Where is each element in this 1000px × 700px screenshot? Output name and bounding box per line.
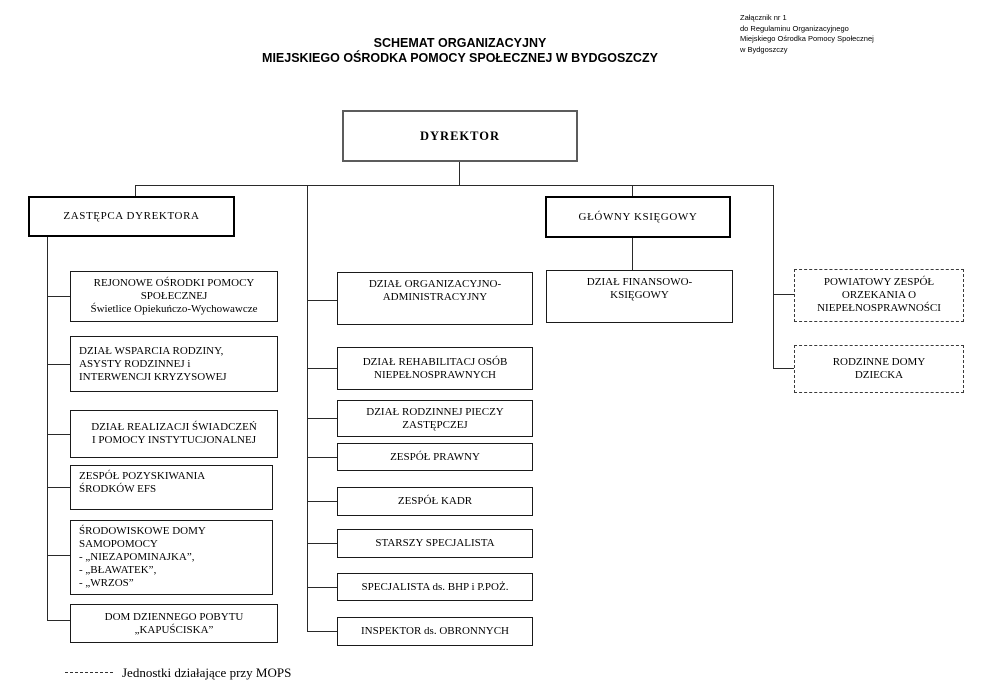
box-text-line: DZIAŁ FINANSOWO- (586, 276, 693, 288)
box-text-line: NIEPEŁNOSPRAWNYCH (374, 368, 496, 381)
org-box-starszy-specjalista (337, 529, 533, 558)
connector-stub (773, 294, 794, 295)
connector-deputy-drop (135, 185, 136, 196)
org-box-zespol-kadr (337, 487, 533, 516)
connector-stub (47, 487, 70, 488)
connector-middle-spine (307, 185, 308, 631)
legend-dashed-line-sample (65, 672, 113, 673)
box-text-line: ZASTĘPCA DYREKTORA (63, 210, 200, 222)
org-box-dzial-wsparcia-rodziny (70, 336, 278, 392)
box-text-line: STARSZY SPECJALISTA (375, 537, 495, 549)
box-text-line: ZESPÓŁ PRAWNY (390, 450, 480, 463)
box-text-line: ORZEKANIA O (841, 289, 917, 301)
box-text-line: ADMINISTRACYJNY (382, 291, 488, 303)
box-text-line: SPECJALISTA ds. BHP i P.POŻ. (361, 580, 509, 593)
org-box-dzial-finansowo-ksiegowy (546, 270, 733, 323)
box-text-line: ZASTĘPCZEJ (402, 418, 468, 431)
connector-stub (307, 457, 337, 458)
box-text-line: DZIAŁ WSPARCIA RODZINY, (79, 344, 224, 357)
box-text-line: DZIAŁ REALIZACJI ŚWIADCZEŃ (91, 421, 257, 433)
box-text-line: - „BŁAWATEK”, (79, 564, 157, 576)
connector-stub (47, 555, 70, 556)
box-text-line: DZIAŁ RODZINNEJ PIECZY (366, 405, 504, 418)
box-text-line: NIEPEŁNOSPRAWNOŚCI (817, 302, 941, 314)
connector-accountant-to-finance (632, 238, 633, 270)
legend-label: Jednostki działające przy MOPS (122, 665, 292, 680)
note-line: Miejskiego Ośrodka Pomocy Społecznej (740, 34, 874, 43)
box-text-line: REJONOWE OŚRODKI POMOCY (93, 277, 255, 289)
org-box-zespol-prawny (337, 443, 533, 471)
org-box-zespol-pozyskiwania-efs (70, 465, 273, 510)
box-text-line: „KAPUŚCISKA” (134, 623, 214, 636)
box-text-line: DZIECKA (854, 369, 904, 381)
note-line: Załącznik nr 1 (740, 13, 787, 22)
box-text-line: RODZINNE DOMY (832, 356, 926, 368)
box-text-line: ZESPÓŁ POZYSKIWANIA (79, 470, 206, 482)
title-line-2: MIEJSKIEGO OŚRODKA POMOCY SPOŁECZNEJ W BYDGOSZCZY (262, 51, 658, 65)
box-text-line: DZIAŁ ORGANIZACYJNO- (368, 278, 502, 290)
box-text-line: - „NIEZAPOMINAJKA”, (79, 551, 195, 563)
box-text-line: - „WRZOS” (79, 577, 134, 589)
org-box-rejonowe-osrodki (70, 271, 278, 322)
box-text-line: GŁÓWNY KSIĘGOWY (578, 210, 698, 223)
connector-left-spine (47, 237, 48, 620)
org-box-glowny-ksiegowy (545, 196, 731, 238)
connector-stub (307, 501, 337, 502)
box-text-line: DYREKTOR (419, 128, 500, 143)
org-box-specjalista-bhp (337, 573, 533, 601)
box-text-line: SPOŁECZNEJ (140, 290, 208, 302)
connector-accountant-drop (632, 185, 633, 196)
box-text-line: DOM DZIENNEGO POBYTU (104, 610, 244, 623)
connector-stub (47, 434, 70, 435)
title-line-1: SCHEMAT ORGANIZACYJNY (373, 36, 547, 50)
box-text-line: POWIATOWY ZESPÓŁ (823, 276, 935, 288)
org-box-dom-dziennego-pobytu (70, 604, 278, 643)
org-box-dyrektor (342, 110, 578, 162)
connector-main-horizontal (135, 185, 773, 186)
note-line: w Bydgoszczy (740, 44, 788, 54)
connector-stub (773, 368, 794, 369)
org-box-zastepca-dyrektora (28, 196, 235, 237)
connector-stub (307, 418, 337, 419)
note-line: do Regulaminu Organizacyjnego (740, 23, 849, 33)
box-text-line: INSPEKTOR ds. OBRONNYCH (360, 625, 509, 637)
connector-stub (307, 300, 337, 301)
connector-director-drop (459, 162, 460, 185)
box-text-line: ASYSTY RODZINNEJ i (79, 357, 191, 370)
org-box-dzial-realizacji-swiadczen (70, 410, 278, 458)
org-box-dzial-rehabilitacji (337, 347, 533, 390)
connector-stub (47, 620, 70, 621)
box-text-line: DZIAŁ REHABILITACJ OSÓB (362, 355, 508, 368)
connector-stub (47, 296, 70, 297)
box-text-line: Świetlice Opiekuńczo-Wychowawcze (90, 303, 258, 315)
connector-stub (307, 587, 337, 588)
connector-stub (307, 368, 337, 369)
box-text-line: KSIĘGOWY (610, 289, 669, 301)
box-text-line: ZESPÓŁ KADR (397, 495, 473, 507)
org-box-dzial-organizacyjno-administracyjny (337, 272, 533, 325)
org-box-rodzinne-domy-dziecka (794, 345, 964, 393)
org-box-dzial-rodzinnej-pieczy (337, 400, 533, 437)
org-box-powiatowy-zespol-orzekania (794, 269, 964, 322)
connector-stub (307, 543, 337, 544)
box-text-line: ŚRODOWISKOWE DOMY (79, 525, 206, 537)
org-box-srodowiskowe-domy (70, 520, 273, 595)
attachment-note (740, 13, 980, 55)
box-text-line: ŚRODKÓW EFS (79, 483, 157, 495)
connector-right-spine (773, 185, 774, 368)
box-text-line: I POMOCY INSTYTUCJONALNEJ (92, 434, 256, 446)
connector-stub (307, 631, 337, 632)
connector-stub (47, 364, 70, 365)
box-text-line: SAMOPOMOCY (79, 538, 158, 550)
box-text-line: INTERWENCJI KRYZYSOWEJ (79, 370, 227, 383)
org-box-inspektor-obronnych (337, 617, 533, 646)
